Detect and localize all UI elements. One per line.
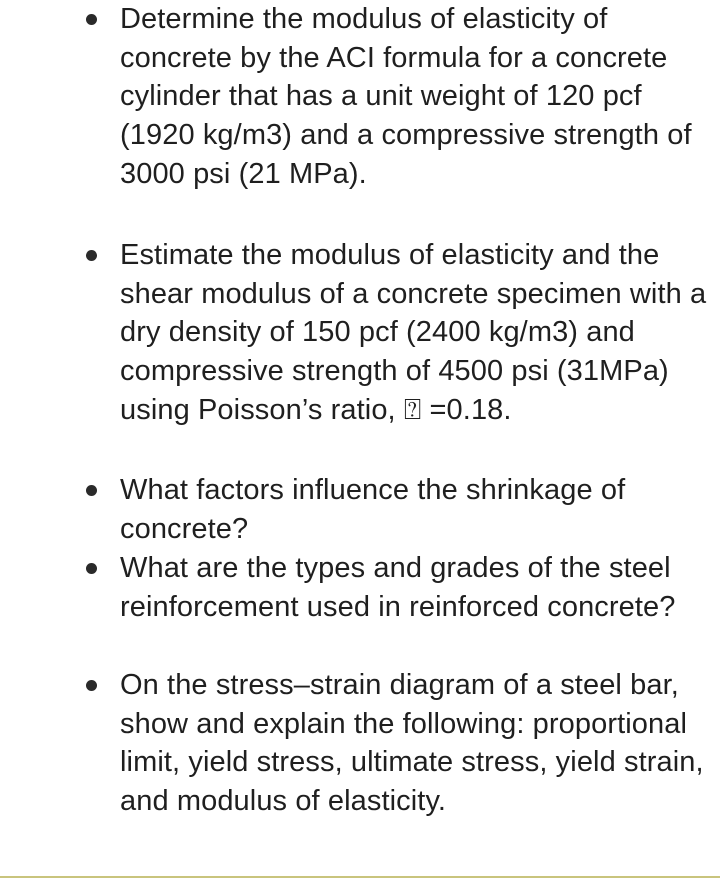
question-text: What factors influence the shrinkage of concrete? <box>120 474 626 545</box>
question-text: Estimate the modulus of elasticity and the shear modulus of a concrete specimen with a dry density of 150 pcf (2400 kg/m3) and compressive strength of 4500 psi (31MPa) using Poisson’s ratio, ⍰ =0.18. <box>120 239 707 426</box>
question-text: What are the types and grades of the steel reinforcement used in reinforced concrete? <box>120 552 676 623</box>
bullet-icon <box>86 250 97 261</box>
bullet-icon <box>86 680 97 691</box>
bottom-divider <box>0 876 720 878</box>
question-text: Determine the modulus of elasticity of concrete by the ACI formula for a concrete cylinder that has a unit weight of 120 pcf (1920 kg/m3) and a compressive strength of 3000 psi (21 MPa). <box>120 3 692 190</box>
bullet-icon <box>86 485 97 496</box>
bullet-icon <box>86 563 97 574</box>
question-text: On the stress–strain diagram of a steel bar, show and explain the following: proportional limit, yield stress, ultimate stress, yield strain, and modulus of elasticity. <box>120 669 704 818</box>
bullet-icon <box>86 14 97 25</box>
